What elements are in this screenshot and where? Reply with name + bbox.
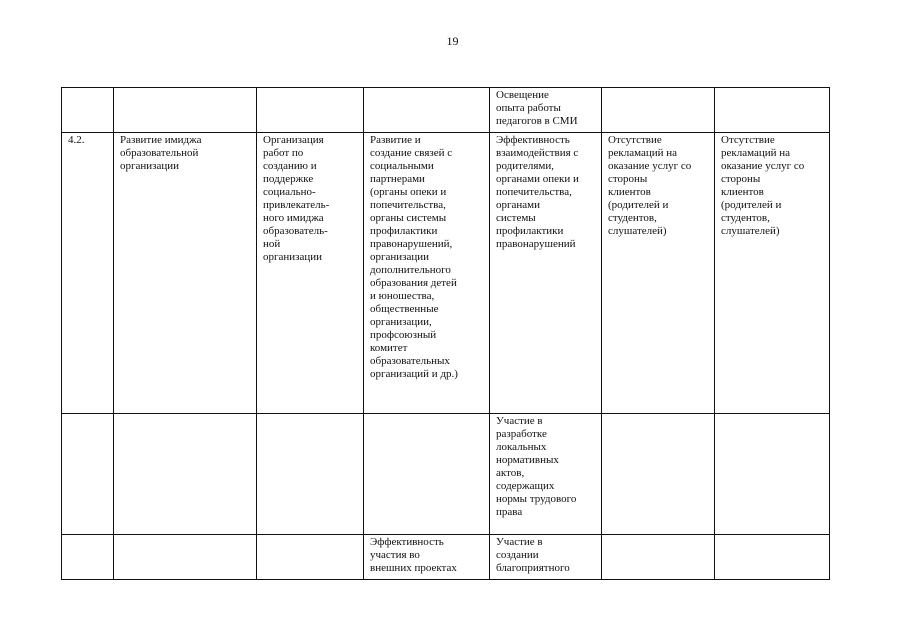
table-cell: Развитие и создание связей с социальными партнерами (органы опеки и попечительства, органы системы профилактики правонарушений, организации дополнительного образования детей и юношества, общественные организации, профсоюзный комитет образовательных организаций и др.) xyxy=(364,133,490,414)
table-cell xyxy=(602,88,715,133)
table-cell: Развитие имиджа образовательной организации xyxy=(114,133,257,414)
table-cell xyxy=(602,414,715,535)
table-row xyxy=(62,535,830,580)
table-cell xyxy=(715,88,830,133)
table-cell: Отсутствие рекламаций на оказание услуг со стороны клиентов (родителей и студентов, слушателей) xyxy=(715,133,830,414)
table-cell: Организация работ по созданию и поддержке социально- привлекатель- ного имиджа образователь- ной организации xyxy=(257,133,364,414)
table-cell xyxy=(257,414,364,535)
table-cell xyxy=(715,414,830,535)
table-cell xyxy=(114,88,257,133)
table-row xyxy=(62,414,830,535)
table-cell: Участие в создании благоприятного xyxy=(490,535,602,580)
table-cell xyxy=(715,535,830,580)
table-cell xyxy=(114,535,257,580)
table-cell xyxy=(364,414,490,535)
table-cell xyxy=(62,88,114,133)
table-cell: Освещение опыта работы педагогов в СМИ xyxy=(490,88,602,133)
table-cell xyxy=(257,535,364,580)
table-cell xyxy=(364,88,490,133)
table-cell: Эффективность взаимодействия с родителями, органами опеки и попечительства, органами системы профилактики правонарушений xyxy=(490,133,602,414)
table-cell: Эффективность участия во внешних проектах xyxy=(364,535,490,580)
page-number: 19 xyxy=(446,34,459,48)
table-cell: Отсутствие рекламаций на оказание услуг со стороны клиентов (родителей и студентов, слушателей) xyxy=(602,133,715,414)
table-cell xyxy=(114,414,257,535)
table-row xyxy=(62,88,830,133)
table-cell xyxy=(602,535,715,580)
plan-table xyxy=(61,87,830,580)
table-cell: Участие в разработке локальных нормативных актов, содержащих нормы трудового права xyxy=(490,414,602,535)
table-cell xyxy=(257,88,364,133)
table-row xyxy=(62,133,830,414)
table-cell xyxy=(62,414,114,535)
table-cell xyxy=(62,535,114,580)
table-cell: 4.2. xyxy=(62,133,114,414)
